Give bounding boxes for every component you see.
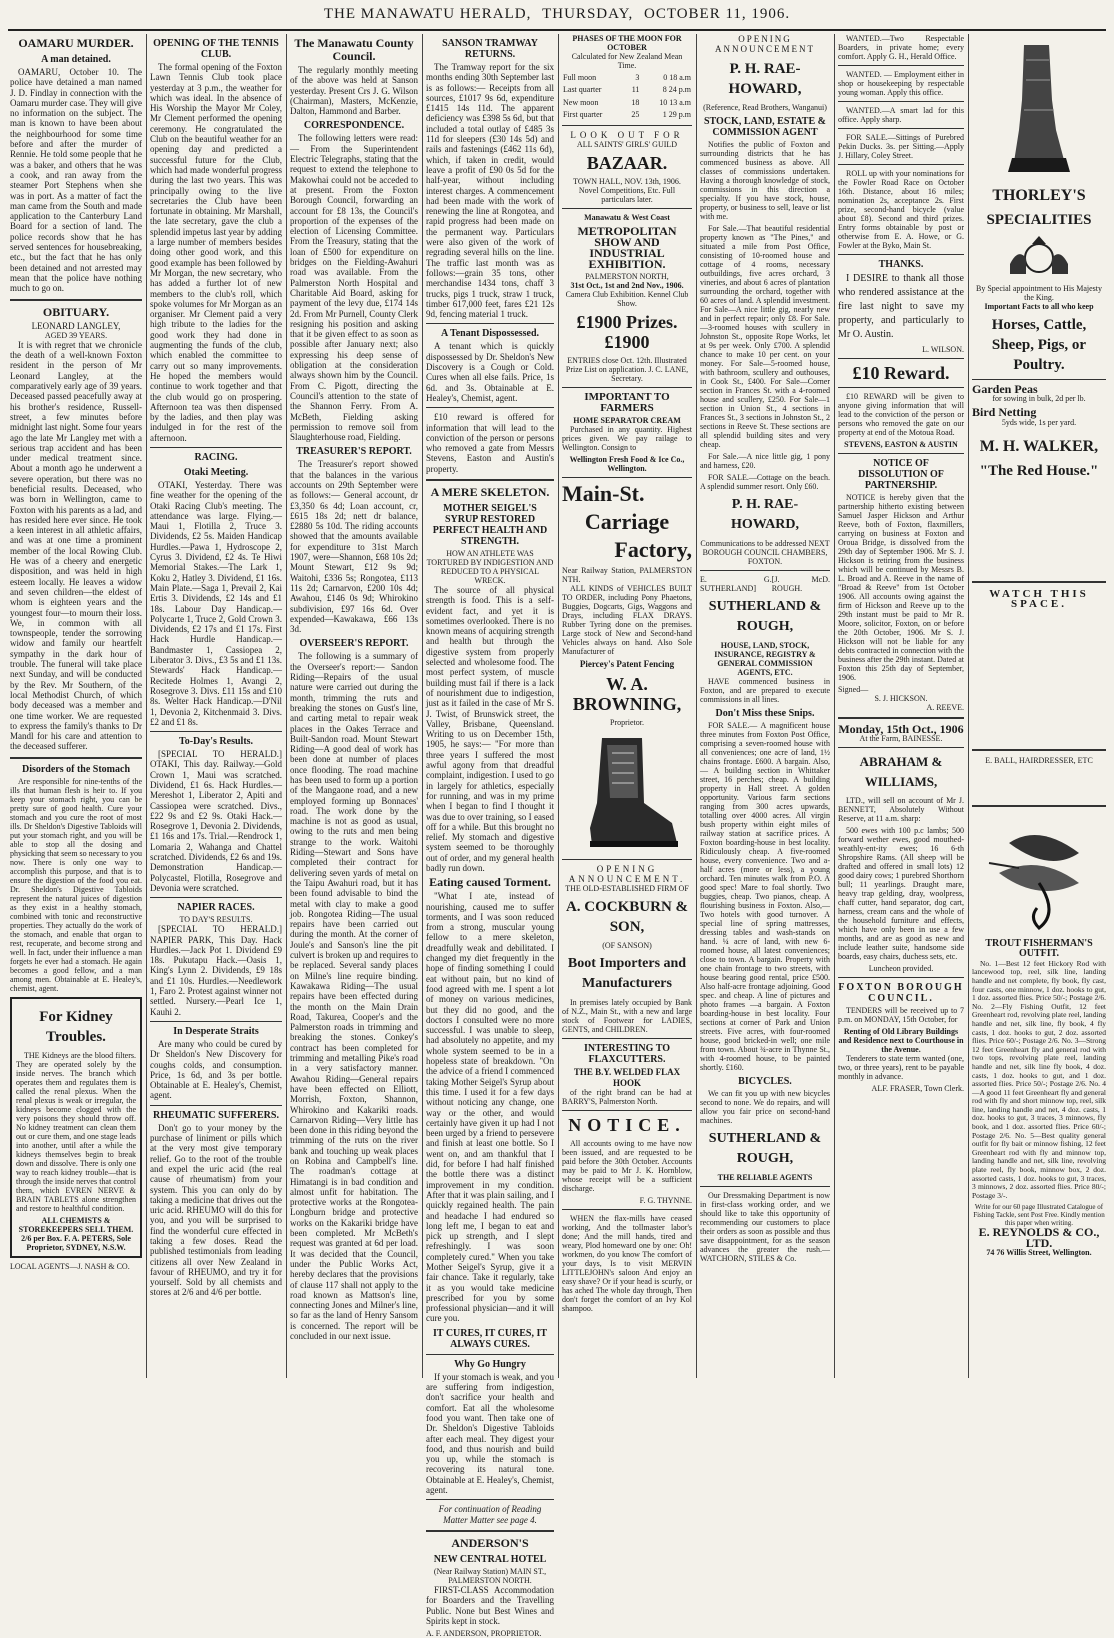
netting-headline: Bird Netting bbox=[972, 405, 1037, 420]
obituary-article: It is with regret that we chronicle the death of a well-known Foxton resident in the person of Mr Leonard Langley, at the comparatively early age of 39 years. Deceased passed peacefully away at his brother's residence, Russell-street, a few minutes before midnight last night. Some four years ago the late Mr Langley met with a serious trap accident and has been under medical treatment since. About a month ago he underwent a severe operation, but there was no beneficial results. Deceased, who was born in Wellington, came to Foxton with his parents as a lad, and has resided here ever since. He took a keen interest in all athletic affairs, and was at one time a prominent member of the local Rowing Club. He was of a cheery and energetic disposition, and was held in high esteem locally. He leaves a widow and seven children—the eldest of whom is eighteen years and the youngest four—to mourn their loss. We, in common with all townspeople, tender the sorrowing widow and family our heartfelt sympathy in the dark hour of trouble. The funeral will take place next Sunday, and will be conducted by the Rev. Mr Southern, of the local Methodist Church, of which body deceased was a member and one time worker. We are requested to express the family's thanks to Dr Mandl for his care and attention to the deceased sufferer. bbox=[10, 339, 142, 752]
cockburn-text: In premises lately occupied by Bank of N.Z., Main St., with a new and large stock of Footwear for LADIES, GENTS, and CHILDREN. bbox=[562, 998, 692, 1035]
sutherland-name-2: SUTHERLAND & ROUGH, bbox=[708, 1130, 822, 1166]
divider bbox=[426, 1530, 554, 1532]
rae-trade: STOCK, LAND, ESTATE & COMMISSION AGENT bbox=[704, 115, 826, 138]
rheumatic-article: Don't go to your money by the purchase of liniment or pills which at the very most give temporary relief. Go to the root of the trouble and expel the uric acid (the real cause of rheumatism) from your system. This you can only do by taking a medicine that drives out the uric acid. RHEUMO will do this for you, and you will be surprised to find the wonderful cure effected in taking a few doses. Read the published testimonials from leading citizens all over New Zealand in favour of RHEUMO, and try it for yourself. Sold by all chemists and stores at 2/6 and 4/6 per bottle. bbox=[150, 1122, 282, 1298]
wanted-lad: WANTED.—A smart lad for this office. Apply sharp. bbox=[838, 106, 964, 124]
walker-name: M. H. WALKER, bbox=[979, 437, 1099, 455]
thanks-signature: L. WILSON. bbox=[922, 345, 964, 354]
divider bbox=[972, 379, 1106, 380]
walker-subhead: "The Red House." bbox=[979, 462, 1099, 479]
kidney-advert bbox=[10, 997, 142, 1258]
skeleton-article: The source of all physical strength is food. This is a self-evident fact, and yet it is sometimes overlooked. There is no known means of acquiring strength and health but through the digestive system from properly selected and wholesome food. The most perfect system, of muscle building must fail if there is a lack of nourishment due to indigestion, just as it failed in the case of Mr S. J. Twist, of Brunswick street, the Valley, Brisbane, Queensland. Writing to us on December 15th, 1905, he says:— "For more than three years I suffered the most awful agony from that dreadful complaint, indigestion. I used to go in largely for athletics, especially for running, and was in my prime when I began to find I thought it was due to over training, so I eased off for a while. But this brought no relief. My stomach and digestive system seemed to be thoroughly out of order, and my general health badly run down. bbox=[426, 584, 554, 873]
show-closing: ENTRIES close Oct. 12th. Illustrated Prize List on application. J. C. LANE, Secretary. bbox=[565, 356, 689, 384]
divider bbox=[838, 747, 964, 748]
foxton-signature: ALF. FRASER, Town Clerk. bbox=[871, 1084, 964, 1094]
divider bbox=[426, 1354, 554, 1355]
sutherland-subhead: Don't Miss these Snips. bbox=[715, 707, 815, 719]
netting-text: 5yds wide, 1s per yard. bbox=[1001, 417, 1077, 427]
show-venue: PALMERSTON NORTH, bbox=[585, 272, 669, 282]
dissolution-headline: NOTICE OF DISSOLUTION OF PARTNERSHIP. bbox=[858, 458, 944, 491]
tramway-article: The Tramway report for the six months ending 30th September last is as follows:— Receipts from all sources, £1017 9s 6d, expenditure £1415 14s 11d. The apparent deficiency was £398 5s 6d, but that included a total outlay of £485 3s 11d for sleepers (£30 14s 5d) and rails and fastenings (£462 11s 6d), which, if taken in credit, would leave a profit of £90 0s 5d for the half-year, without including interest charges. A commencement had been made with the work of renewing the line at Rongotea, and rapid progress had been made on the permanent way. Particulars were also given of the work of regrading several hills on the line. The traffic last month was as follows:—grain 35 tons, other merchandise 1434 tons, chaff 3 trucks, pigs 1 truck, straw 1 truck, timber 617,000 feet, fares £21 12s 9d, fencing material 1 truck. bbox=[426, 62, 554, 320]
factory-fencing: Piercey's Patent Fencing bbox=[579, 659, 675, 670]
moon-day: 25 bbox=[631, 109, 640, 119]
thanks-text: I DESIRE to thank all those who rendered assistance at the fire last night to save my property, and particularly to Mr O. Austin. bbox=[838, 273, 964, 340]
sutherland-name: SUTHERLAND & ROUGH, bbox=[708, 598, 822, 634]
treasurer-article: The Treasurer's report showed that the balances in the various accounts on 29th September were as follows:— General account, dr £3,350 6s 4d; Loan account, cr, £615 18s 2d; nett dr balance, £2880 5s 10d. The riding accounts showed that the amounts available for expenditure to 31st March 1907, were—Shannon, £68 10s 2d; Mount Stewart, £12 9s 9d; Waitohi, £336 5s; Rongotea, £113 11s 2d; Carnarvon, £200 10s 4d; Awahou, £146 0s 9d; Whirokino subdivision, £97 16s 6d. Over expended—Kawakawa, £66 13s 3d. bbox=[290, 459, 418, 635]
rheumatic-headline: RHEUMATIC SUFFERERS. bbox=[153, 1109, 279, 1121]
watch-this-space: WATCH THIS SPACE. bbox=[989, 587, 1089, 610]
obituary-headline: OBITUARY. bbox=[42, 304, 110, 319]
bazaar-organisation: ALL SAINTS' GIRLS' GUILD bbox=[576, 140, 678, 150]
kidney-headline: For Kidney Troubles. bbox=[39, 1008, 113, 1045]
sutherland-sig-right: [J. McD. ROUGH. bbox=[771, 574, 830, 593]
divider bbox=[700, 1186, 830, 1187]
moon-time: 0 18 a.m bbox=[663, 73, 691, 82]
divider bbox=[426, 1499, 554, 1500]
sutherland-trade: HOUSE, LAND, STOCK, INSURANCE, REGISTRY & GENERAL COMMISSION AGENTS, ETC. bbox=[714, 640, 816, 677]
reward-text: £10 REWARD will be given to anyone giving information that will lead to the conviction of the person or persons who removed the gate on our property at end of the Motoua Road. bbox=[838, 392, 964, 437]
foxton-text-2: Tenderers to state term wanted (one, two, or three years), rent to be payable monthly in advance. bbox=[838, 1054, 964, 1082]
sutherland-sales: FOR SALE.— A magnificent house three minutes from Foxton Post Office, comprising a seven-roomed house with all conveniences; one acre of land, 1½ chains frontage. £600. A bargain. Also, — A building section in Whittaker street, 16 perches; cheap. A building property in Hall street. A golden opportunity. Various farm sections ranging from 300 acres upwards, totalling over 4000 acres. All virgin bush property within eight miles of railway station at sacrifice prices. A Foxton boarding-house in best locality. Ridiculously cheap. A five-roomed house, every convenience. Two and a-half acres (more or less), a young orchard. Ten minutes walk from P.O. A good spec! Mare to foal shortly. Two buggies, cheap. Two pianos, cheap. A flourishing business in Foxton. Also,—Two hotels with good turnover. A special line of spring mattresses, dressing tables and wash-stands on hand. ¼ acre of land, with new 6-roomed house, all latest conveniences; close to town. A bargain. Property with one chain frontage to two streets, with house bearing good rental, price £500. Also half-acre frontage adjoining. Good spec. and cheap. A line of pictures and photo frames —a bargain. A Foxton boarding-house in best locality. Four sections at corner of Park and Union streets. Five acres, with four-roomed house, good bricked-in well; one mile from town. About ¾-acre in Thynne St., with 4-roomed house, to be painted shortly. £160. bbox=[700, 720, 830, 1072]
dissolution-sig-2: A. REEVE. bbox=[926, 703, 964, 712]
moon-table bbox=[562, 72, 692, 121]
column-4 bbox=[426, 34, 554, 1638]
rae-name-2: P. H. RAE-HOWARD, bbox=[730, 496, 800, 532]
overseer-article: The following is a summary of the Overseer's report:— Sandon Riding—Repairs of the usual nature were carried out during the month, trimming the ruts and breaking the stones on Gust's line, and carting metal to repair weak places in the Oakes Terrace and Built-Sandon road. Mount Stewart Riding—A good deal of work has been done at number of places once flooding. The road machine has been used to form up a portion of the Mangaone road, and a new employed forming up Bonnaces' road. The work done by the machine is not as good as usual, owing to the ruts and men being strange to the work. Waitohi Riding—Stewart and Sons have completed their contract for delivering seven yards of metal on the Taipu Awahuri road, but it has been found advisable to bind the metal with clay to make a good job. Rongotea Riding—The usual repairs have been carried out during the month. At the corner of Joule's and Sanson's line the pit culvert is broken up and requires to be replaced. Several sandy places on Milne's line require binding. Kawakawa Riding—The usual repairs have been effected during the month on the Main Drain Road, Takurea, Cooper's and the Palmerston roads in trimming and breaking the stones. Conkey's contract has been completed for trimming and metalling Pike's road in a very satisfactory manner. Awahou Riding—General repairs have been effected on Elliott, Morrish, Foxton, Shannon, Whirokino and Kakariki roads. Carnarvon Riding—Very little has been done in this riding beyond the trimming of the ruts on the river bank and touching up weak places on Robina and Campbell's line. The roadman's cottage at Himatangi is in bad condition and almost unfit for habitation. The protective works at the Rongotea-Longburn bridge and protective works on the Kakariki bridge have been completed. Mr McBeth's request was granted at 6d per load. It was decided that the Council, under the Public Works Act, hereby declares that the provisions of clause 117 shall not apply to the road known as Mattson's line, connecting Jones and Milner's line, so far as the land of Henry Sansom is concerned. The report will be concluded in our next issue. bbox=[290, 651, 418, 1342]
forsale-ducks: FOR SALE.—Sittings of Purebred Pekin Ducks. 3s. per Sitting.—Apply J. Hillary, Coley Street. bbox=[838, 133, 964, 160]
divider bbox=[426, 479, 554, 481]
column-5 bbox=[562, 34, 692, 1378]
divider bbox=[838, 65, 964, 66]
trout-headline: TROUT FISHERMAN'S OUTFIT. bbox=[985, 938, 1093, 960]
masthead-day: THURSDAY, bbox=[542, 6, 634, 22]
stomach-headline: Disorders of the Stomach bbox=[21, 763, 131, 775]
council-headline: The Manawatu County Council. bbox=[294, 36, 414, 63]
moon-row bbox=[562, 109, 692, 121]
opening-headline: OPENING ANNOUNCEMENT. bbox=[568, 863, 686, 885]
divider bbox=[972, 581, 1106, 583]
masthead-date: OCTOBER 11, 1906. bbox=[643, 6, 791, 22]
torment-article: "What I ate, instead of nourishing, caused me to suffer torments, and I was soon reduced from a strong, muscular young fellow to a mere skeleton, dreadfully weak and debilitated. I changed my diet frequently in the hope of finding something I could eat without pain, but no kind of food agreed with me. I spent a lot of money on various medicines, but they did no good, and the doctors I consulted were no more successful. I was unable to sleep, had absolutely no appetite, and my whole system seemed to be in a hopeless state of breakdown. "On the advice of a friend I commenced taking Mother Seigel's Syrup about this time. I used it for a few days without noticing any change, one way or the other, and would certainly have given it up had I not been urged by a friend to persevere and finish at least one bottle. So I went on, and am thankful that I did, for before I had half finished the bottle there was a distinct improvement in my condition. After that it was plain sailing, and I quickly regained health. The pain and headache I had endured so long left me, I began to eat and pick up strength, and I slept refreshingly. I was soon completely cured." When you take Mother Seigel's Syrup, give it a fair chance. Take it regularly, take it as you would take medicine prescribed for you by some professional physician—and it will cure you. bbox=[426, 891, 554, 1324]
notice-headline: NOTICE. bbox=[568, 1114, 686, 1135]
hungry-headline: Why Go Hungry bbox=[454, 1358, 526, 1370]
tennis-article: The formal opening of the Foxton Lawn Tennis Club took place yesterday at 3 p.m., the weather for which was ideal. In the absence of His Worship the Mayor Mr Coley, Mr Clement performed the opening ceremony. He congratulated the Club on the beautiful weather for an opening day and predicted a successful future for the Club, which had made wonderful progress during the last two years. This was principally owing to the live secretaries the Club have been fortunate in obtaining. Mr Marshall, the late secretary, gave the club a splendid impetus last year by adding a large number of members besides doing other good work, and this good example has been followed by Mr Morgan, the new secretary, who has added a further lot of new members to the club's roll, which spoke volumes for Mr Morgan as an organiser. Mr Clement paid a very high tribute to the ladies for the good work they had done in augmenting the funds of the club, which enabled the committee to carry out so many improvements. He hoped the members would continue to work together and that the club would go on prospering. Afternoon tea was then dispensed by the ladies, and then play was indulged in for the rest of the afternoon. bbox=[150, 62, 282, 443]
reward-headline: £10 Reward. bbox=[852, 363, 950, 383]
column-rule bbox=[146, 34, 147, 1378]
abraham-text: LTD., will sell on account of Mr J. BENNETT, Absolutely Without Reserve, at 11 a.m. sharp: bbox=[838, 796, 964, 824]
foxton-council-headline: FOXTON BOROUGH COUNCIL. bbox=[838, 982, 964, 1005]
divider bbox=[972, 805, 1106, 807]
factory-text: ALL KINDS of VEHICLES BUILT TO ORDER, including Pony Phaetons, Buggies, Dogcarts, Gigs, Waggons and Drays, including FLAX DRAYS. Rubber Tyring done on the premises. Large stock of New and Second-hand Vehicles always on hand. Also Sole Manufacturer of bbox=[562, 584, 692, 657]
divider bbox=[562, 125, 692, 126]
abraham-luncheon: Luncheon provided. bbox=[868, 964, 934, 974]
divider bbox=[150, 1105, 282, 1106]
overseer-headline: OVERSEER'S REPORT. bbox=[299, 638, 409, 650]
moon-phase: Full moon bbox=[563, 73, 597, 82]
rae-text: Notifies the public of Foxton and surrounding districts that he has commenced business as above. All classes of commissions undertaken. Having a thorough knowledge of stock, commissions in this direction a specialty. If you have stock, house, property, or business to sell, leave or list with me. bbox=[700, 139, 830, 221]
column-2 bbox=[150, 34, 282, 1378]
skeleton-subhead: MOTHER SEIGEL'S SYRUP RESTORED PERFECT HEALTH AND STRENGTH. bbox=[432, 502, 548, 547]
peas-headline: Garden Peas bbox=[972, 382, 1038, 396]
obituary-name: LEONARD LANGLEY, bbox=[31, 320, 121, 331]
correspondence-article: The following letters were read:— From the Superintendent Electric Telegraphs, stating that the request to extend the telephone to Makowhai could not be acceded to at present. From the Foxton Borough Council, forwarding an account for £8 13s, the Council's proportion of the expenses of the election of Licensing Committee. From the Treasury, stating that the loan of £500 for expenditure on bridges on the Fielding-Awahuri road was available. From the Palmerston North Hospital and Charitable Aid Board, asking for payment of the levy due, £174 14s 2d. From Mr Purnell, County Clerk resigning his position and asking that it be given effect to as soon as possible after January next; also expressing his deep sense of obligation at the consideration always shown him by the Council. From C. Pigott, directing the Council's attention to the state of the Shannon Ferry. From A. McBeth, Fielding asking permission to remove soil from Slaughterhouse road, Fielding. bbox=[290, 133, 418, 443]
cockburn-intro: THE OLD-ESTABLISHED FIRM OF bbox=[565, 884, 689, 894]
farmers-headline: IMPORTANT TO FARMERS bbox=[584, 391, 670, 415]
abraham-list: 500 ewes with 100 p.c lambs; 500 forward wether ewes, good mouthed-weathly-ent-ity ewes; 16 6-th Shropshire Rams. (All sheep will be drafted and offered in small lots) 12 good dairy cows; 1 purebred Shorthorn bull; 11 yearlings. Draught mare, heavy trap gelding, dray, woolpress, chaff cutter, hand separator, dog cart, harness, cream cans and the whole of the household furniture and effects, which have only been in use a few months, and are as good as new and include leather suite, handsome side boards, easy chairs, duchess sets, etc. bbox=[838, 826, 964, 962]
anderson-location: (Near Railway Station) MAIN ST., PALMERSTON NORTH. bbox=[433, 1566, 547, 1585]
rae-opening-headline: OPENING ANNOUNCEMENT bbox=[715, 34, 815, 55]
hairdresser-text: E. BALL, HAIRDRESSER, ETC bbox=[985, 756, 1093, 766]
tramway-headline: SANSON TRAMWAY RETURNS. bbox=[442, 38, 538, 60]
cures-line: IT CURES, IT CURES, IT ALWAYS CURES. bbox=[432, 1327, 548, 1350]
factory-location: Near Railway Station, PALMERSTON NTH. bbox=[562, 566, 692, 585]
boot-illustration-icon bbox=[572, 733, 682, 853]
bicycles-headline: BICYCLES. bbox=[738, 1075, 792, 1087]
roll-up-text: ROLL up with your nominations for the Fowler Road Race on October 16th. Distance, about 16 miles; nomination 2s, acceptance 2s. First prize, second-hand bicycle (value about £8). Second and third prizes. Entry forms obtainable by post or otherwise from E. A. Howe, or G. Fowler at the Byko, Main St. bbox=[838, 169, 964, 250]
notice-signature: F. G. THYNNE. bbox=[639, 1195, 692, 1205]
divider bbox=[10, 757, 142, 759]
factory-title-3: Factory, bbox=[614, 537, 692, 563]
foxton-text: TENDERS will be received up to 7 p.m. on MONDAY, 15th October, for bbox=[838, 1006, 964, 1025]
divider bbox=[562, 1209, 692, 1210]
farmers-company: Wellington Fresh Food & Ice Co., Wellington. bbox=[569, 455, 685, 474]
dissolution-signed: Signed— bbox=[838, 685, 869, 694]
flaxcutters-headline: INTERESTING TO FLAXCUTTERS. bbox=[583, 1043, 671, 1066]
masthead bbox=[0, 6, 1114, 28]
bazaar-headline: BAZAAR. bbox=[586, 153, 668, 174]
sutherland-signatures bbox=[700, 575, 830, 593]
napier-article: [SPECIAL TO HERALD.] NAPIER PARK, This Day. Hack Hurdles.—Jack Pot 1. Dividend £9 18s. Pukutapu Hack.—Oasis 1, King's Lynn 2. Dividends, £9 18s and £1 10s. Hurdles.—Needlework 1, Faro 2. Protest against winner not settled. Nursery.—Pearl Ice 1, Kauhi 2. bbox=[150, 924, 282, 1017]
tenant-headline: A Tenant Dispossessed. bbox=[440, 328, 540, 340]
torment-headline: Eating caused Torment. bbox=[429, 875, 551, 890]
skeleton-subhead-2: HOW AN ATHLETE WAS TORTURED BY INDIGESTION AND REDUCED TO A PHYSICAL WRECK. bbox=[426, 548, 554, 585]
show-prizes: £1900 Prizes. £1900 bbox=[576, 312, 678, 353]
tenant-article: A tenant which is quickly dispossessed by Dr. Sheldon's New Discovery is a Cough or Cold. Cures when all else fails. Price, 1s 6d. and 3s. Obtainable at E. Healey's, Chemist, agent. bbox=[426, 341, 554, 403]
column-7 bbox=[838, 34, 964, 1378]
column-rule bbox=[558, 34, 559, 1378]
masthead-paper: THE MANAWATU HERALD, bbox=[323, 6, 532, 22]
moon-phase: Last quarter bbox=[563, 85, 602, 95]
bazaar-lookout: LOOK OUT FOR bbox=[570, 130, 684, 141]
divider bbox=[10, 299, 142, 301]
divider bbox=[838, 101, 964, 102]
factory-title-1: Main-St. bbox=[562, 481, 645, 507]
column-8 bbox=[972, 34, 1106, 1378]
divider bbox=[562, 859, 692, 860]
moon-time: 1 29 p.m bbox=[662, 109, 691, 119]
divider bbox=[838, 254, 964, 255]
rae-reference: (Reference, Read Brothers, Wanganui) bbox=[703, 102, 827, 112]
divider bbox=[150, 897, 282, 898]
column-rule bbox=[696, 34, 697, 1378]
cockburn-trade: Boot Importers and Manufacturers bbox=[567, 956, 687, 992]
tennis-headline: OPENING OF THE TENNIS CLUB. bbox=[153, 38, 279, 60]
column-rule bbox=[968, 34, 969, 1378]
hoof-illustration-icon bbox=[994, 40, 1084, 180]
divider bbox=[150, 731, 282, 732]
hungry-article: If your stomach is weak, and you are suffering from indigestion, don't sacrifice your health and comfort. Eat all the wholesome food you want. Then take one of Dr. Sheldon's Digestive Tabloids after each meal. They digest your food, and thus nourish and build you up, while the stomach is recovering its natural tone. Obtainable at E. Healey's, Chemist, agent. bbox=[426, 1371, 554, 1496]
straits-headline: In Desperate Straits bbox=[173, 1025, 259, 1037]
oamaru-subhead: A man detained. bbox=[41, 54, 111, 65]
rae-pony: For Sale.—A nice little gig, 1 pony and harness, £20. bbox=[700, 451, 830, 470]
fishing-fly-illustration-icon bbox=[979, 813, 1099, 933]
divider bbox=[838, 128, 964, 129]
show-dates: 31st Oct., 1st and 2nd Nov., 1906. bbox=[570, 281, 684, 291]
thorley-subhead: SPECIALITIES bbox=[986, 212, 1092, 228]
show-organisation: Manawatu & West Coast bbox=[584, 213, 670, 223]
thorley-appointment: By Special appointment to His Majesty the King. bbox=[976, 284, 1102, 302]
farmers-text: Purchased in any quantity. Highest prices given. We pay railage to Wellington. Consign to bbox=[562, 425, 692, 453]
cockburn-subhead: (OF SANSON) bbox=[602, 941, 652, 951]
auction-place: At the Farm, BAINESSE. bbox=[859, 734, 943, 744]
divider bbox=[562, 477, 692, 478]
kidney-footer: ALL CHEMISTS & STOREKEEPERS SELL THEM. 2/6 per Box. F. A. PETERS, Sole Proprietor, SYDNEY, N.S.W. bbox=[18, 1215, 134, 1252]
moon-day: 18 bbox=[631, 97, 640, 107]
obituary-age: AGED 39 YEARS. bbox=[44, 330, 108, 340]
reward-article: £10 reward is offered for information that will lead to the conviction of the person or persons who removed a gate from Messrs Stevens, Easton and Austin's property. bbox=[426, 412, 554, 474]
rae-address: Communications to be addressed NEXT BOROUGH COUNCIL CHAMBERS, FOXTON. bbox=[700, 538, 830, 566]
straits-article: Are many who could be cured by Dr Sheldon's New Discovery for coughs colds, and consumption. Price, 1s 6d, and 3s per bottle. Obtainable at E. Healey's, Chemist, agent. bbox=[150, 1038, 282, 1101]
racing-article: OTAKI, Yesterday. There was fine weather for the opening of the Otaki Racing Club's meeting. The attendance was large. Flying.—Maui 1, Flotilla 2, Truce 3. Dividends, £2 5s. Maiden Handicap Hurdles.—Pawa 1, Hydroscope 2, Cyrus 3. Dividend, £2 4s. Te Hiwi Memorial Stakes.—The Lark 1, Koku 2, Hatley 3. Dividend, £1 16s. Main Plate.—Saga 1, Prevail 2, Kai Ertis 3. Dividends, £2 14s and £1 18s. Labour Day Handicap.—Polycarte 1, Truce 2, Gold Crown 3. Dividends, £2 17s and £1 17s. First Hack Hurdle Handicap.—Bandmaster 1, Cassiopea 2, Liberator 3. Divs., £3 5s and £1 13s. Stewards' Hack Handicap.—Recitede Holmes 1, Avangi 2, Rosegrove 3. Divs. £11 15s and £10 8s. Welter Hack Handicap.—D'Nil 1, Devonia 2, Kitchenmaid 3. Divs. £2 and £1 8s. bbox=[150, 479, 282, 727]
foxton-subhead: Renting of Old Library Buildings and Residence next to Courthouse in the Avenue. bbox=[838, 1027, 964, 1055]
column-3 bbox=[290, 34, 418, 1378]
divider bbox=[838, 717, 964, 719]
flax-hook-title: THE B.Y. WELDED FLAX HOOK bbox=[573, 1067, 681, 1088]
bazaar-venue: TOWN HALL, NOV. 13th, 1906. bbox=[573, 177, 681, 187]
trout-note: Write for our 60 page Illustrated Catalogue of Fishing Tackle, sent Post Free. Kindly mention this paper when writing. bbox=[973, 1203, 1105, 1228]
browning-proprietor: Proprietor. bbox=[610, 717, 644, 727]
auction-date: Monday, 15th Oct., 1906 bbox=[838, 722, 964, 736]
reynolds-address: 74 76 Willis Street, Wellington. bbox=[986, 1248, 1092, 1257]
oamaru-article: OAMARU, October 10. The police have detained a man named J. D. Findlay in connection with the Oamaru murder case. They will give no information on the subject. The man is known to have been about the neighbourhood for some time before and after the murder of Rennie. He told some people that he was a baker, and others that he was a cook, and ran away from the steamer Port Stephens when she was in port. As a matter of fact the man came from the South and made application to the Canterbury Land Board for a section of land. The police records show that he has served sentences for housebreaking, etc., but the fact that he has only been detained and not arrested may mean that the police have nothing much to go on. bbox=[10, 67, 142, 294]
local-agents: LOCAL AGENTS—J. NASH & CO. bbox=[10, 1261, 130, 1271]
thorley-animals: Horses, Cattle, Sheep, Pigs, or Poultry. bbox=[991, 317, 1087, 373]
factory-title-2: Carriage bbox=[584, 509, 670, 535]
todays-results-headline: To-Day's Results. bbox=[178, 736, 254, 748]
thorley-facts: Important Facts to all who keep bbox=[984, 302, 1094, 311]
dissolution-sig-1: S. J. HICKSON. bbox=[874, 694, 928, 703]
divider bbox=[700, 570, 830, 571]
racing-subhead: Otaki Meeting. bbox=[183, 466, 249, 478]
wanted-boarders: WANTED.—Two Respectable Boarders, in private home; every comfort. Apply G. H., Herald Office. bbox=[838, 34, 964, 61]
moon-subhead: Calculated for New Zealand Mean Time. bbox=[571, 52, 683, 70]
divider bbox=[562, 1110, 692, 1111]
moon-row bbox=[562, 72, 692, 84]
dressmaking-text: Our Dressmaking Department is now in first-class working order, and we should like to take this opportunity of recommending our customers to place their orders as soon as possible and thus save disappointment, for as the season advances the greater the rush.—WATCHORN, STILES & Co. bbox=[700, 1190, 830, 1263]
kidney-text: THE Kidneys are the blood filters. They are operated solely by the inside nerves. The branch which operates them and regulates them is called the renal plexus. When the renal plexus is weak or irregular, the kidneys become clogged with the very poisons they should throw off. No kidney treatment can clean them out or cure them, and one stage leads into another, until after a while the kidneys themselves begin to break down and dissolve. There is only one way to reach kidney trouble—that is through the inside nerves that control them, which EVREN NERVE & BRAIN TABLETS alone strengthen and restore to healthful condition. bbox=[16, 1050, 136, 1213]
notice-text: All accounts owing to me have now been issued, and are requested to be paid before the 30th October. Accounts may be paid to Mr J. K. Hornblow, whose receipt will be a sufficient discharge. bbox=[562, 1138, 692, 1193]
anderson-text: FIRST-CLASS Accommodation for Boarders and the Travelling Public. None but Best Wines and Spirits kept in stock. bbox=[426, 1584, 554, 1626]
council-article: The regularly monthly meeting of the above was held at Sanson yesterday. Present Crs J. G. Wilson (Chairman), Masters, McKenzie, Dalton, Hammond and Barber. bbox=[290, 65, 418, 117]
bazaar-notes: Novel Competitions, Etc. Full particulars later. bbox=[578, 186, 676, 205]
rae-sales: For Sale.—That beautiful residential property known as "The Pines," and situated a mile from Post Office, consisting of 10-roomed house and cottage of 4 rooms, necessary outbuildings, five acres orchard, 3 vineries, and about 6 acres of plantation surrounding the orchard, together with 60 acres of land. A splendid investment. For Sale—A nice little gig, nearly new and in perfect repair; only £8. For Sale.—3-roomed houses with scullery in Johnston St., opposite Rope Works, let at 9s per week. Only £700. A splendid chance to make 10 per cent. on your money. For Sale—5-roomed house, with bathroom, scullery and outhouses, in Cook St., £400. For Sale—Corner section in Frances St. with a 4-roomed house and scullery, £250. For Sale—1 section in Union St., 4 sections in Frances St., 3 sections in Johnston St., 2 sections in Reeve St. These sections are all splendid building sites and very cheap. bbox=[700, 223, 830, 449]
continuation-note: For continuation of Reading Matter Matter see page 4. bbox=[438, 1504, 542, 1525]
show-headline: METROPOLITAN SHOW AND INDUSTRIAL EXHIBITION. bbox=[577, 224, 677, 272]
thanks-headline: THANKS. bbox=[878, 259, 924, 270]
anderson-proprietor: A. F. ANDERSON, PROPRIETOR. bbox=[426, 1629, 542, 1638]
reward-signature: STEVENS, EASTON & AUSTIN bbox=[844, 440, 958, 449]
divider bbox=[426, 407, 554, 408]
divider bbox=[972, 749, 1106, 751]
moon-headline: PHASES OF THE MOON FOR OCTOBER bbox=[572, 34, 682, 52]
napier-headline: NAPIER RACES. bbox=[177, 902, 255, 914]
show-extras: Camera Club Exhibition. Kennel Club Show. bbox=[565, 290, 689, 309]
divider bbox=[838, 358, 964, 359]
divider bbox=[838, 977, 964, 978]
moon-row bbox=[562, 84, 692, 96]
divider bbox=[562, 387, 692, 388]
trout-text: No. 1—Best 12 feet Hickory Rod with lancewood top, reel, silk line, landing handle and net complete, fly book, fly cast, four casts, one minnow, 1 doz. hooks to gut, 1 doz. assorted flies. Price 50/-; Postage 2/6. No. 2—Fly Fishing Outfit, 12 feet Greenheart rod, revolving plate reel, landing handle and net, silk line, fly book, 4 fly casts, 1 doz. hooks to gut, 2 doz. assorted flies. Price 60/-; Postage 2/6. No. 3—Strong 12 feet Greenheart fly and general rod with two tops, revolving plate reel, landing handle and net, silk line fly book, 4 doz. casts, 1 doz. hooks to gut, and 1 doz. assorted flies. Price 50/-; Postage 2/6. No. 4—A good 11 feet Greenheart fly and general rod with fly and short minnow top, reel, silk line, landing handle and net, 4 doz. casts, 1 doz. hooks to gut, 3 traces, 3 minnows, fly book, and 1 doz. assorted flies. Price 60/-; Postage 2/6. No. 5—Best quality general outfit for fly bait or minnow fishing, 12 feet Greenheart rod with fly and minnow top, landing handle and net, silk line, revolving plate reel, fly book, minnow box, 2 doz. assorted casts, 1 doz. hooks to gut, 3 traces, 3 minnows, 2 doz. assorted flies. Price 80/-; Postage 3/-. bbox=[972, 958, 1106, 1200]
moon-phase: First quarter bbox=[563, 109, 603, 119]
divider bbox=[426, 323, 554, 324]
column-rule bbox=[286, 34, 287, 1378]
anderson-subhead: NEW CENTRAL HOTEL bbox=[433, 1553, 547, 1565]
correspondence-headline: CORRESPONDENCE. bbox=[303, 120, 405, 132]
treasurer-headline: TREASURER'S REPORT. bbox=[296, 446, 412, 458]
divider bbox=[562, 208, 692, 209]
cockburn-name: A. COCKBURN & SON, bbox=[565, 899, 689, 936]
thorley-headline: THORLEY'S bbox=[992, 187, 1086, 204]
moon-time: 10 13 a.m bbox=[659, 97, 691, 107]
divider bbox=[838, 453, 964, 454]
racing-headline: RACING. bbox=[194, 451, 238, 463]
moon-phase: New moon bbox=[563, 97, 599, 107]
farmers-subhead: HOME SEPARATOR CREAM bbox=[573, 416, 681, 426]
moon-time: 8 24 p.m bbox=[662, 85, 691, 95]
oamaru-headline: OAMARU MURDER. bbox=[18, 36, 134, 50]
todays-results-article: [SPECIAL TO HERALD.] OTAKI, This day. Railway.—Gold Crown 1, Maui was scratched. Dividend, £1 6s. Hack Hurdles.—Mereshot 1, Liberator 2, Apiti and Cassiopea were scratched. Divs., £22 9s and £2 9s. Otaki Hack.—Rosegrove 1, Devonia 2. Dividends, £1 16s and 17s. Trial.—Rendrock 1, Lomaria 2, Wahanga and Chattel scratched. Dividends, £2 6s and 19s. Demonstration Handicap.—Polycastel, Flotilla, Rosegrove and Devonia were scratched. bbox=[150, 749, 282, 893]
napier-subhead: TO DAY'S RESULTS. bbox=[179, 915, 253, 925]
wanted-employment: WANTED. — Employment either in shop or housekeeping by respectable young woman. Apply this office. bbox=[838, 70, 964, 97]
anderson-headline: ANDERSON'S bbox=[451, 1535, 529, 1550]
flax-poem: WHEN the flax-mills have ceased working, And the tollmaster labor's done; And the mill hands, tired and weary, Plod homeward one by one: Oh! workmen, do you know The comfort of your days, Is to visit MERVIN LITTLEJOHN's saloon And enjoy an easy shave? Or if your head is scurfy, or has ached The whole day through, Then don't forget the comfort of an Ivy Kol shampoo. bbox=[562, 1213, 692, 1313]
column-6 bbox=[700, 34, 830, 1378]
browning-name: W. A. BROWNING, bbox=[572, 673, 682, 714]
reynolds-name: E. REYNOLDS & CO., LTD. bbox=[978, 1225, 1100, 1250]
dissolution-text: NOTICE is hereby given that the partnership hitherto existing between Samuel Jasper Hickson and Arthur Reeve, both of Foxton, flaxmillers, carrying on business at Foxton and Oroua Bridge, is dissolved from the 29th day of September 1906. Mr S. J. Hickson is retiring from the business which will be continued by Messrs B. L. Broad and A. Reeve in the name of "Broad & Reeve" from 1st October 1906. All accounts owing against the firm of Hickson and Reeve up to the 29th instant must be paid to Mr R. Moore, solicitor, Foxton, on or before the 20th October, 1906. Mr S. J. Hickson will not be liable for any debts contracted in connection with the business after the 29th instant. Dated at Foxton this 25th day of September, 1906. bbox=[838, 493, 964, 682]
masthead-rule bbox=[8, 29, 1106, 31]
abraham-name: ABRAHAM & WILLIAMS, bbox=[859, 754, 943, 790]
column-rule bbox=[834, 34, 835, 1378]
skeleton-headline: A MERE SKELETON. bbox=[430, 484, 550, 499]
sutherland-text: HAVE commenced business in Foxton, and are prepared to execute commissions in all lines. bbox=[700, 676, 830, 704]
stomach-article: Are responsible for nine-tenths of the ills that human flesh is heir to. If you keep your stomach right, you can be pretty sure of good health. Cure your stomach and you cure the root of most ills. Dr Sheldon's Digestive Tabloids will put your stomach right, and you will be able to stop all the dosing and physicking that seem so necessary to you now. There is only one way to accomplish this purpose, and that is to ensure the digestion of the food you eat. Dr. Sheldon's Digestive Tabloids represent the natural juices of digestion as they exist in a healthy stomach, combined with tonic and reconstructive properties. They actually do the work of the stomach, and enable that organ to rest, recuperate, and become strong and well. In fact, under their influence a man forgets he ever had a stomach. He again becomes a good fellow, and a man among men. Obtainable at E. Healey's, chemist, agent. bbox=[10, 776, 142, 993]
bicycles-text: We can fit you up with new bicycles second to none. We do repairs, and will allow you fair price on second-hand machines. bbox=[700, 1088, 830, 1125]
divider bbox=[150, 1021, 282, 1022]
divider bbox=[838, 387, 964, 388]
sutherland-subhead-2: THE RELIABLE AGENTS bbox=[717, 1172, 813, 1182]
peas-text: for sowing in bulk, 2d per lb. bbox=[992, 394, 1086, 404]
sutherland-sig-left: E. G. SUTHERLAND] bbox=[700, 574, 772, 593]
divider bbox=[838, 164, 964, 165]
moon-day: 3 bbox=[635, 73, 640, 82]
moon-day: 11 bbox=[631, 85, 640, 95]
royal-crest-icon bbox=[1004, 234, 1074, 280]
moon-row bbox=[562, 97, 692, 109]
column-1 bbox=[10, 34, 142, 1378]
flax-hook-text: of the right brand can be had at BARRY'S, Palmerston North. bbox=[562, 1087, 692, 1106]
rae-cottage: FOR SALE.—Cottage on the beach. A splendid summer resort. Only £60. bbox=[700, 472, 830, 491]
divider bbox=[562, 1038, 692, 1039]
divider bbox=[150, 447, 282, 448]
rae-name: P. H. RAE-HOWARD, bbox=[728, 60, 802, 97]
column-rule bbox=[422, 34, 423, 1378]
